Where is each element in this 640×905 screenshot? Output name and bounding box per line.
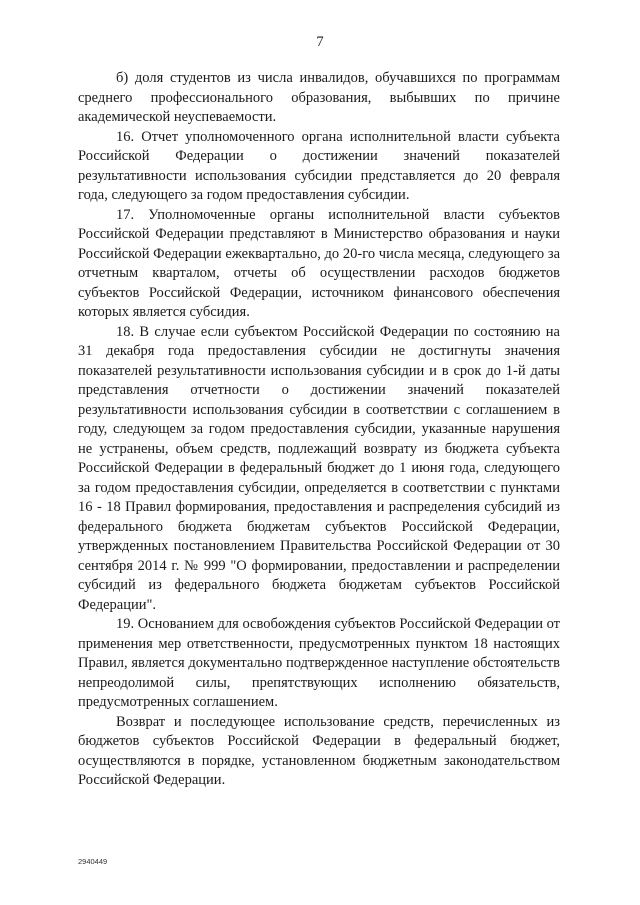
document-body	[78, 69, 560, 791]
paragraph-16: 16. Отчет уполномоченного органа исполнительной власти субъекта Российской Федерации о достижении значений показателей результативности использования субсидии представляется до 20 февраля года, следующего за годом предоставления субсидии.	[78, 128, 560, 203]
paragraph-17: 17. Уполномоченные органы исполнительной власти субъектов Российской Федерации представляют в Министерство образования и науки Российской Федерации ежеквартально, до 20-го числа месяца, следующего за отчетным кварталом, отчеты об осуществлении расходов бюджетов субъектов Российской Федерации, источником финансового обеспечения которых является субсидия.	[78, 206, 560, 320]
paragraph-return: Возврат и последующее использование средств, перечисленных из бюджетов субъектов Российской Федерации в федеральный бюджет, осуществляются в порядке, установленном бюджетным законодательством Российской Федерации.	[78, 713, 560, 788]
page-number: 7	[316, 34, 324, 50]
document-code: 2940449	[78, 857, 108, 866]
paragraph-19: 19. Основанием для освобождения субъектов Российской Федерации от применения мер ответственности, предусмотренных пунктом 18 настоящих Правил, является документально подтвержденное наступление обстоятельств непреодолимой силы, препятствующих исполнению обязательств, предусмотренных соглашением.	[78, 616, 560, 710]
paragraph-18: 18. В случае если субъектом Российской Федерации по состоянию на 31 декабря года предоставления субсидии не достигнуты значения показателей результативности использования субсидии и в срок до 1-й даты представления отчетности о достижении значений показателей результативности использования субсидии в соответствии с соглашением в году, следующем за годом предоставления субсидии, указанные нарушения не устранены, объем средств, подлежащий возврату из бюджета субъекта Российской Федерации в федеральный бюджет до 1 июня года, следующего за годом предоставления субсидии, определяется в соответствии с пунктами 16 - 18 Правил формирования, предоставления и распределения субсидий из федерального бюджета бюджетам субъектов Российской Федерации, утвержденных постановлением Правительства Российской Федерации от 30 сентября 2014 г. № 999 "О формировании, предоставлении и распределении субсидий из федерального бюджета бюджетам субъектов Российской Федерации".	[78, 323, 560, 613]
paragraph-b-students: б) доля студентов из числа инвалидов, обучавшихся по программам среднего профессионального образования, выбывших по причине академической неуспеваемости.	[78, 70, 560, 125]
